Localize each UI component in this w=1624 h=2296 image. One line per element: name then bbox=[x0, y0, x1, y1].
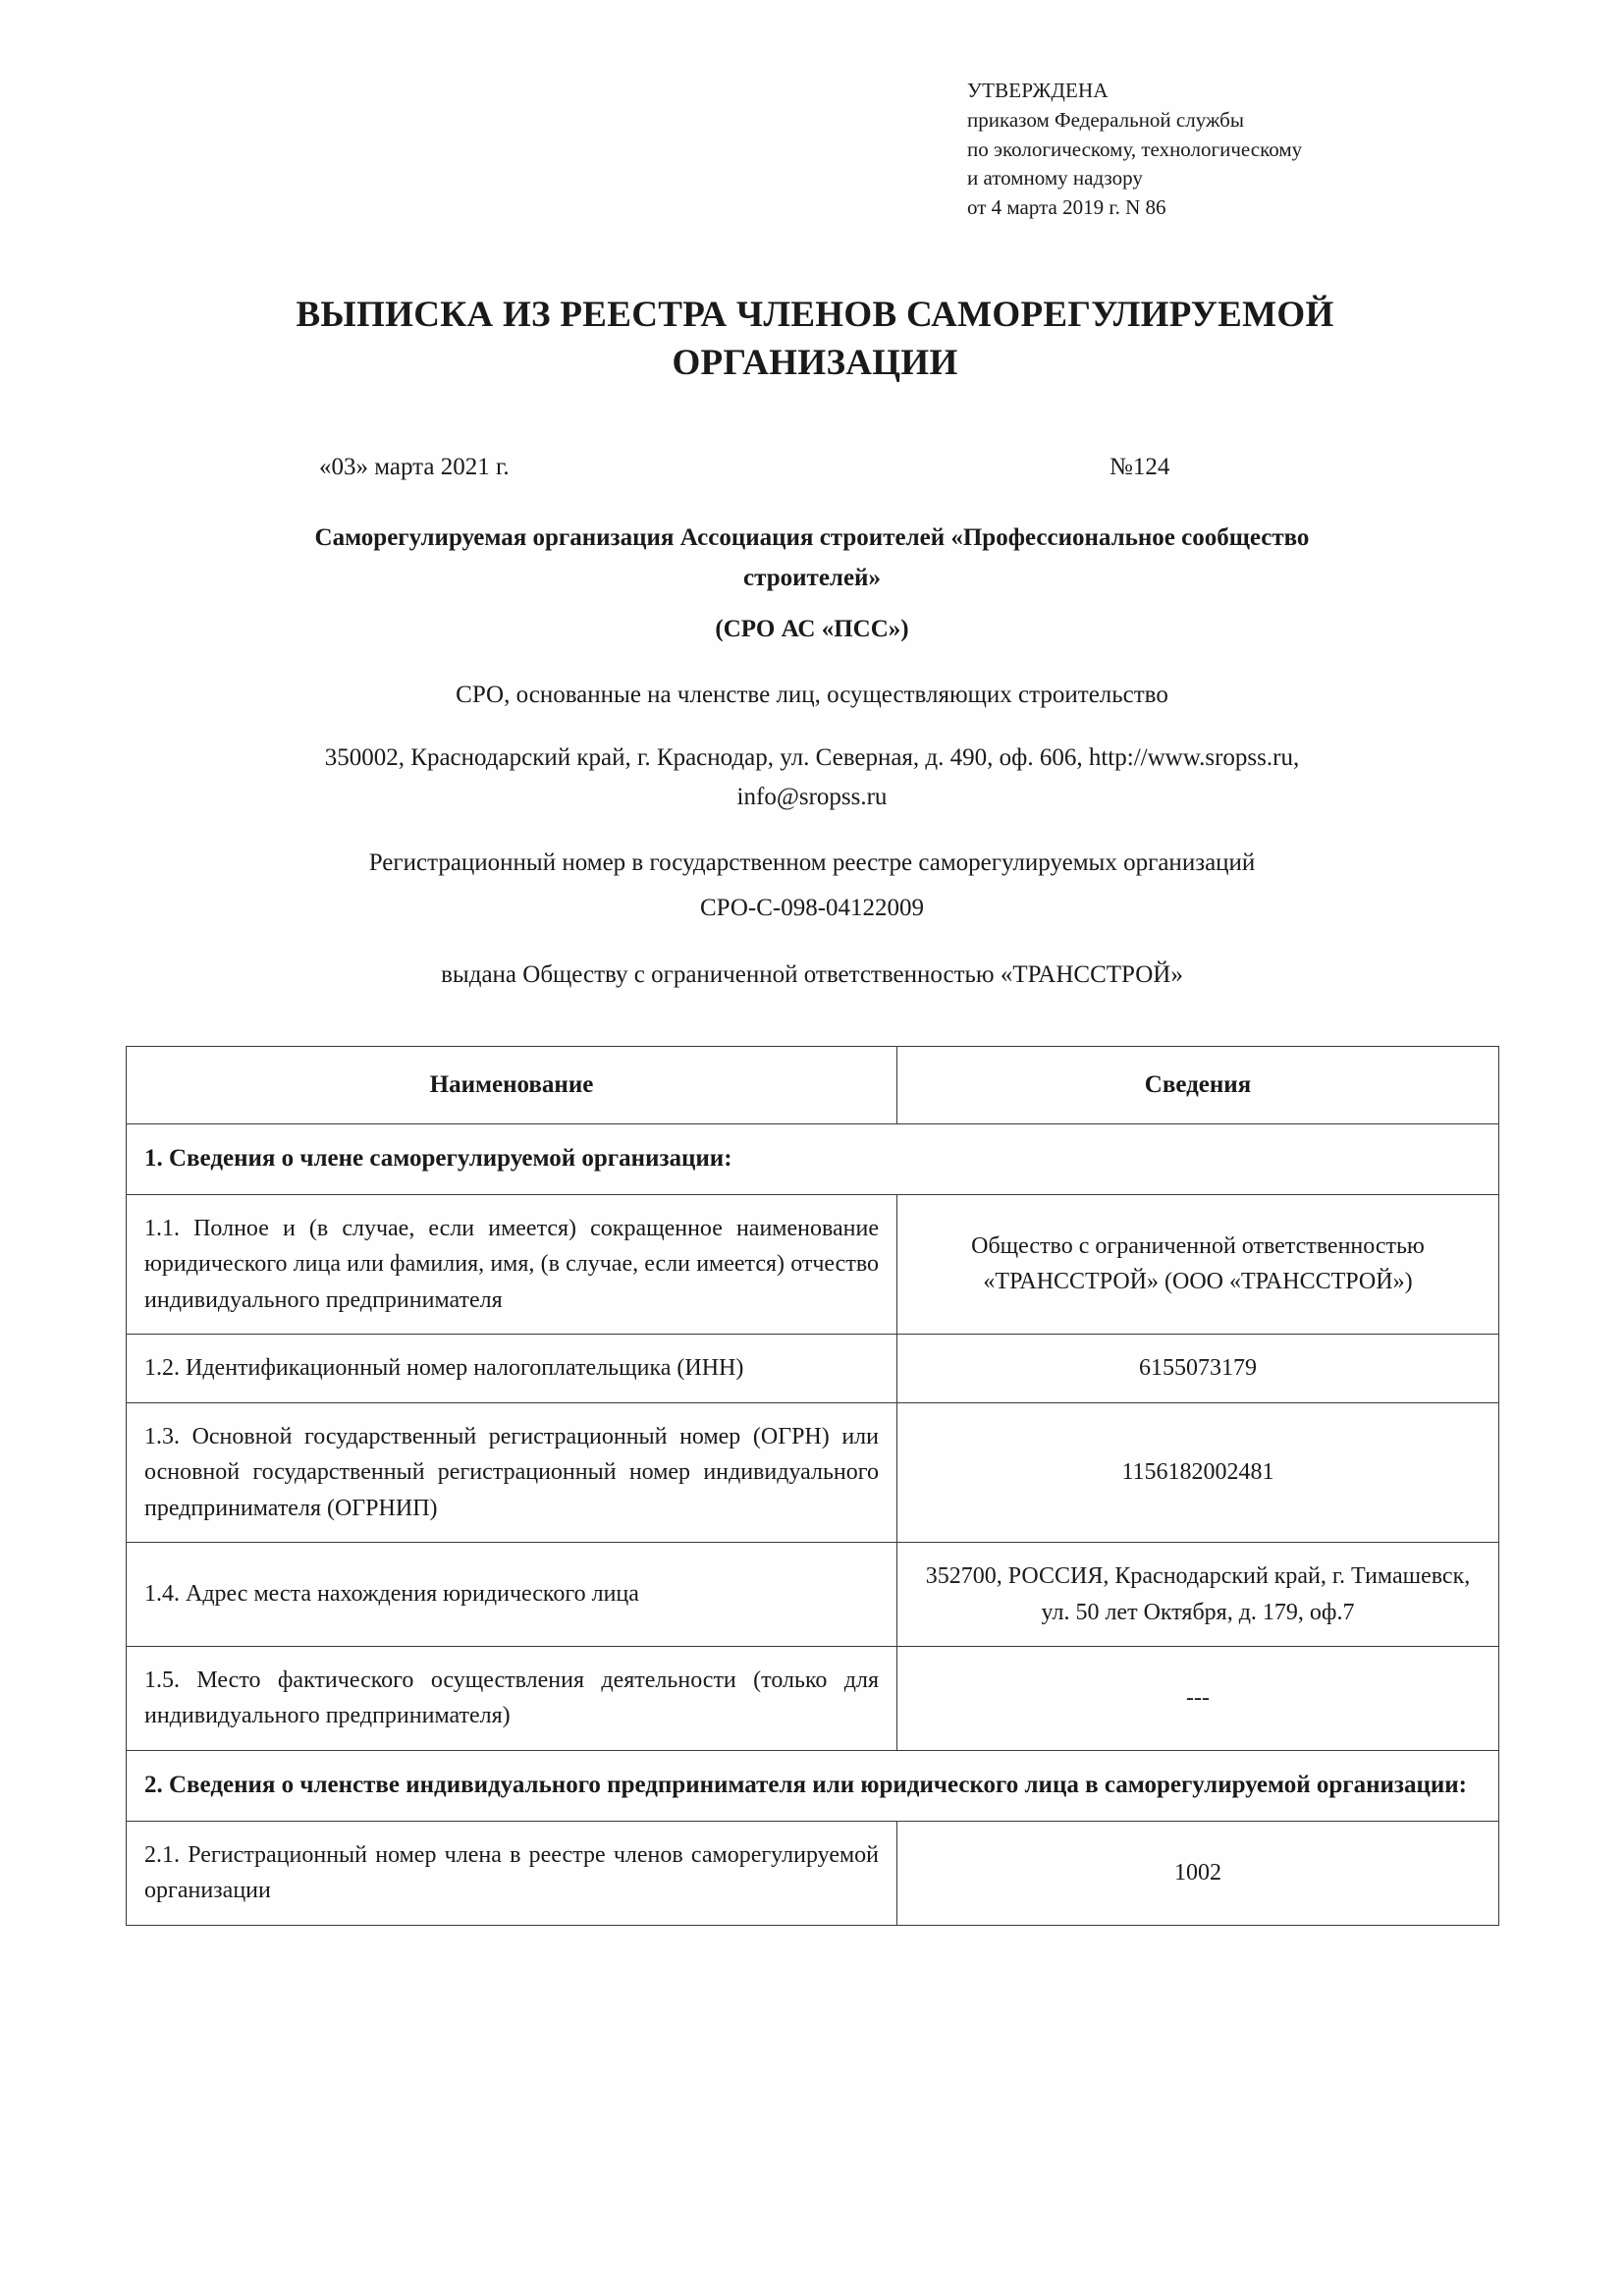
organization-name bbox=[125, 519, 1499, 598]
document-meta-row bbox=[147, 454, 1483, 489]
table-body bbox=[127, 1124, 1499, 1926]
table-row bbox=[127, 1543, 1499, 1647]
table-row bbox=[127, 1646, 1499, 1750]
table-cell-name: 1.5. Место фактического осуществления деятельности (только для индивидуального предпринимателя) bbox=[127, 1646, 897, 1750]
table-cell-value: 352700, РОССИЯ, Краснодарский край, г. Тимашевск, ул. 50 лет Октября, д. 179, оф.7 bbox=[897, 1543, 1499, 1647]
approval-block bbox=[967, 77, 1517, 223]
table-header-row bbox=[127, 1047, 1499, 1124]
approval-line-2: приказом Федеральной службы bbox=[967, 107, 1244, 132]
table-section-title: 2. Сведения о членстве индивидуального предпринимателя или юридического лица в саморегулируемой организации: bbox=[127, 1750, 1499, 1821]
organization-name-line-1: Саморегулируемая организация Ассоциация строителей «Профессиональное сообщество bbox=[314, 524, 1310, 551]
table-header-value: Сведения bbox=[897, 1047, 1499, 1124]
table-section-row bbox=[127, 1124, 1499, 1195]
table-row bbox=[127, 1335, 1499, 1402]
state-registry-label: Регистрационный номер в государственном реестре саморегулируемых организаций bbox=[368, 848, 1256, 876]
page-title-line-1: ВЫПИСКА ИЗ РЕЕСТРА ЧЛЕНОВ САМОРЕГУЛИРУЕМОЙ bbox=[296, 294, 1334, 335]
table-section-title: 1. Сведения о члене саморегулируемой организации: bbox=[127, 1124, 1499, 1195]
table-cell-value: 1002 bbox=[897, 1821, 1499, 1925]
table-cell-value: --- bbox=[897, 1646, 1499, 1750]
approval-line-3: по экологическому, технологическому bbox=[967, 137, 1303, 161]
organization-address bbox=[125, 738, 1499, 818]
organization-address-line-1: 350002, Краснодарский край, г. Краснодар, ул. Северная, д. 490, оф. 606, http://www.sropss.ru, bbox=[324, 743, 1300, 771]
organization-email: info@sropss.ru bbox=[736, 784, 888, 810]
table-cell-name: 1.4. Адрес места нахождения юридического лица bbox=[127, 1543, 897, 1647]
approval-line-5: от 4 марта 2019 г. N 86 bbox=[967, 195, 1166, 220]
state-registry-number: СРО-С-098-04122009 bbox=[699, 894, 925, 921]
organization-basis: СРО, основанные на членстве лиц, осуществляющих строительство bbox=[456, 681, 1168, 708]
page-title bbox=[147, 292, 1483, 388]
table-row bbox=[127, 1821, 1499, 1925]
table-header-name: Наименование bbox=[127, 1047, 897, 1124]
table-row bbox=[127, 1402, 1499, 1542]
organization-block bbox=[125, 519, 1499, 995]
table-cell-name: 2.1. Регистрационный номер члена в реестре членов саморегулируемой организации bbox=[127, 1821, 897, 1925]
table-cell-name: 1.3. Основной государственный регистрационный номер (ОГРН) или основной государственный регистрационный номер индивидуального предпринимателя (ОГРНИП) bbox=[127, 1402, 897, 1542]
organization-name-line-2: строителей» bbox=[743, 564, 881, 591]
organization-abbreviation: (СРО АС «ПСС») bbox=[715, 616, 909, 642]
document-date: «03» марта 2021 г. bbox=[319, 454, 510, 480]
approval-line-4: и атомному надзору bbox=[967, 166, 1143, 191]
document-number: №124 bbox=[1110, 454, 1170, 480]
issued-to-line: выдана Обществу с ограниченной ответственностью «ТРАНССТРОЙ» bbox=[441, 960, 1183, 988]
table-section-row bbox=[127, 1750, 1499, 1821]
approval-line-1: УТВЕРЖДЕНА bbox=[967, 79, 1109, 102]
registry-table bbox=[126, 1046, 1499, 1926]
table-row bbox=[127, 1194, 1499, 1334]
table-cell-value: 6155073179 bbox=[897, 1335, 1499, 1402]
table-cell-value: Общество с ограниченной ответственностью «ТРАНССТРОЙ» (ООО «ТРАНССТРОЙ») bbox=[897, 1194, 1499, 1334]
table-cell-value: 1156182002481 bbox=[897, 1402, 1499, 1542]
table-cell-name: 1.2. Идентификационный номер налогоплательщика (ИНН) bbox=[127, 1335, 897, 1402]
page-title-line-2: ОРГАНИЗАЦИИ bbox=[672, 342, 958, 383]
table-cell-name: 1.1. Полное и (в случае, если имеется) сокращенное наименование юридического лица или фамилия, имя, (в случае, если имеется) отчество индивидуального предпринимателя bbox=[127, 1194, 897, 1334]
